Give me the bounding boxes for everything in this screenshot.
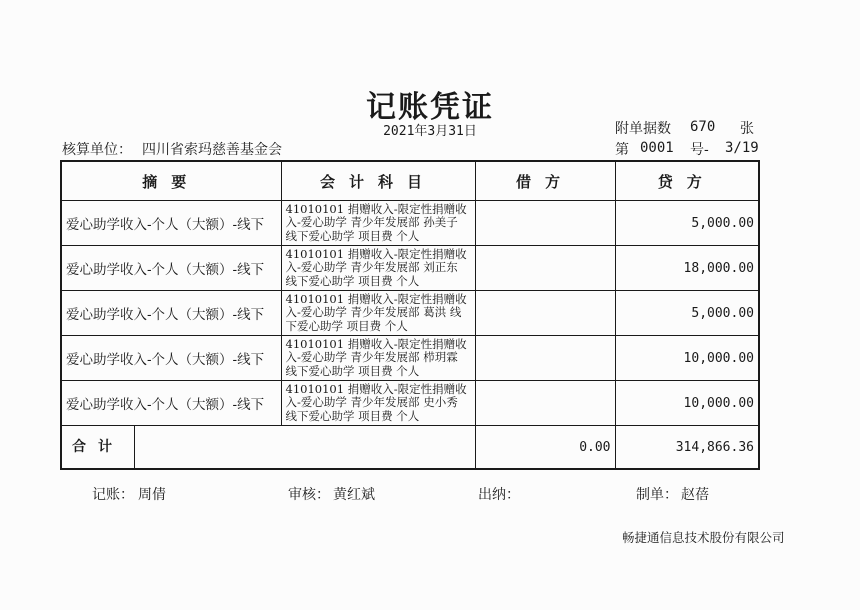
unit-label: 核算单位：: [62, 142, 132, 158]
entry-account: 41010101 捐赠收入-限定性捐赠收入-爱心助学 青少年发展部 刘正东 线下爱心助学 项目费 个人: [281, 246, 475, 291]
voucher-number-prefix: 第: [615, 142, 629, 158]
entry-debit: [475, 381, 615, 426]
table-row: [61, 291, 759, 336]
software-company: 畅捷通信息技术股份有限公司: [622, 530, 785, 545]
voucher-date: 2021年3月31日: [383, 124, 477, 139]
entry-credit: 10,000.00: [615, 381, 759, 426]
entry-credit: 5,000.00: [615, 291, 759, 336]
entry-debit: [475, 201, 615, 246]
reviewer-label: 审核：: [288, 487, 330, 503]
entry-credit: 5,000.00: [615, 201, 759, 246]
entry-debit: [475, 291, 615, 336]
attachments-label: 附单据数: [615, 121, 671, 137]
total-label: 合计: [62, 426, 135, 468]
header-debit: 借方: [475, 161, 615, 201]
table-row: [61, 246, 759, 291]
entry-account: 41010101 捐赠收入-限定性捐赠收入-爱心助学 青少年发展部 栉玥霖 线下爱心助学 项目费 个人: [281, 336, 475, 381]
preparer-name: 赵蓓: [681, 487, 709, 503]
entry-account: 41010101 捐赠收入-限定性捐赠收入-爱心助学 青少年发展部 孙美子 线下爱心助学 项目费 个人: [281, 201, 475, 246]
preparer-label: 制单：: [636, 487, 678, 503]
entry-summary: 爱心助学收入-个人（大额）-线下: [61, 336, 281, 381]
bookkeeper-label: 记账：: [92, 487, 134, 503]
bookkeeper-name: 周倩: [138, 487, 166, 503]
total-credit: 314,866.36: [615, 426, 759, 470]
header-summary: 摘要: [61, 161, 281, 201]
voucher-title: 记账凭证: [366, 90, 494, 125]
cashier-label: 出纳：: [478, 487, 520, 503]
voucher-table: [60, 160, 760, 470]
attachments-count: 670: [690, 119, 716, 135]
entry-debit: [475, 336, 615, 381]
table-row: [61, 336, 759, 381]
entry-summary: 爱心助学收入-个人（大额）-线下: [61, 381, 281, 426]
header-credit: 贷方: [615, 161, 759, 201]
total-debit: 0.00: [475, 426, 615, 470]
voucher-number: 0001: [640, 140, 674, 156]
entry-credit: 18,000.00: [615, 246, 759, 291]
table-row: [61, 381, 759, 426]
table-row: [61, 201, 759, 246]
table-header-row: [61, 161, 759, 201]
entry-summary: 爱心助学收入-个人（大额）-线下: [61, 291, 281, 336]
entry-debit: [475, 246, 615, 291]
unit-name: 四川省索玛慈善基金会: [142, 142, 282, 158]
voucher-sequence: 3/19: [725, 140, 759, 156]
attachments-unit: 张: [740, 121, 754, 137]
entry-summary: 爱心助学收入-个人（大额）-线下: [61, 201, 281, 246]
entry-credit: 10,000.00: [615, 336, 759, 381]
entry-account: 41010101 捐赠收入-限定性捐赠收入-爱心助学 青少年发展部 史小秀 线下爱心助学 项目费 个人: [281, 381, 475, 426]
header-account: 会计科目: [281, 161, 475, 201]
reviewer-name: 黄红斌: [333, 487, 375, 503]
entry-account: 41010101 捐赠收入-限定性捐赠收入-爱心助学 青少年发展部 葛洪 线下爱心助学 项目费 个人: [281, 291, 475, 336]
voucher-number-suffix: 号-: [690, 142, 709, 158]
total-row: [61, 426, 759, 470]
entry-summary: 爱心助学收入-个人（大额）-线下: [61, 246, 281, 291]
